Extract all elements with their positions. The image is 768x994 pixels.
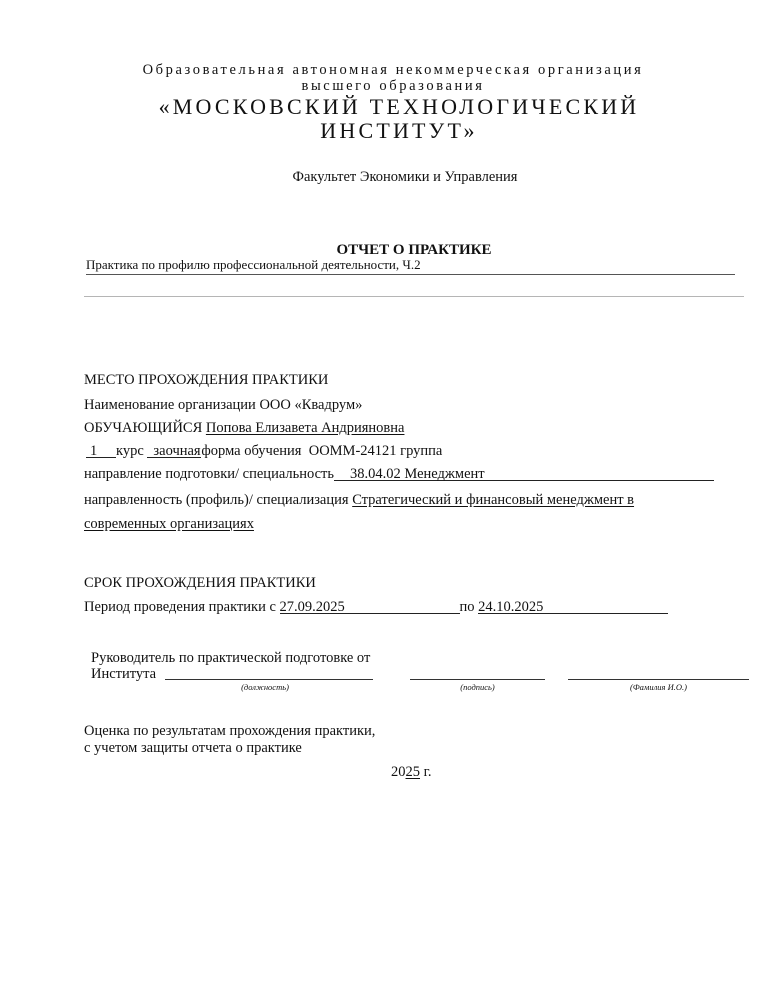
period-row bbox=[84, 599, 668, 616]
direction-value: 38.04.02 Менеджмент bbox=[350, 466, 485, 482]
position-caption: (должность) bbox=[241, 682, 289, 692]
profile-value-line2: современных организациях bbox=[84, 516, 254, 532]
student-name: Попова Елизавета Андрияновна bbox=[205, 420, 405, 436]
organization-label: Наименование организации bbox=[84, 397, 256, 413]
name-signature-line bbox=[568, 679, 749, 680]
course-label: курс bbox=[116, 443, 144, 459]
grade-line2: с учетом защиты отчета о практике bbox=[84, 740, 302, 756]
group-value: ООММ-24121 bbox=[308, 443, 397, 459]
group-label: группа bbox=[400, 443, 443, 459]
signature-line bbox=[410, 679, 545, 680]
practice-type: Практика по профилю профессиональной деятельности, Ч.2 bbox=[86, 257, 421, 272]
supervisor-line2: Института bbox=[91, 666, 157, 682]
period-label: Период проведения практики с bbox=[84, 599, 276, 615]
profile-row bbox=[84, 492, 634, 509]
start-date: 27.09.2025 bbox=[279, 599, 345, 615]
position-signature-line bbox=[165, 679, 373, 680]
organization-value: ООО «Квадрум» bbox=[259, 397, 363, 413]
course-field bbox=[86, 443, 116, 458]
org-level-line: высшего образования bbox=[301, 78, 485, 94]
supervisor-line1: Руководитель по практической подготовке от bbox=[91, 650, 371, 666]
year-row bbox=[391, 764, 432, 781]
blank-rule bbox=[84, 296, 744, 297]
form-value: заочная bbox=[153, 443, 201, 459]
direction-label: направление подготовки/ специальность bbox=[84, 466, 334, 482]
course-value: 1 bbox=[90, 443, 98, 459]
profile-label: направленность (профиль)/ специализация bbox=[84, 492, 349, 508]
period-to-label: по bbox=[459, 599, 475, 615]
student-label: ОБУЧАЮЩИЙСЯ bbox=[84, 420, 203, 436]
form-field bbox=[147, 443, 201, 458]
grade-line1: Оценка по результатам прохождения практики, bbox=[84, 723, 376, 739]
year-unit: г. bbox=[423, 764, 432, 780]
year-prefix: 20 bbox=[391, 764, 406, 780]
place-heading: МЕСТО ПРОХОЖДЕНИЯ ПРАКТИКИ bbox=[84, 372, 329, 388]
institute-name-line2: ИНСТИТУТ» bbox=[320, 118, 478, 143]
profile-value-line1: Стратегический и финансовый менеджмент в bbox=[352, 492, 635, 508]
year-suffix: 25 bbox=[405, 764, 420, 780]
form-label: форма обучения bbox=[201, 443, 302, 459]
period-heading: СРОК ПРОХОЖДЕНИЯ ПРАКТИКИ bbox=[84, 575, 316, 591]
start-date-field bbox=[280, 599, 460, 614]
faculty-name: Факультет Экономики и Управления bbox=[292, 169, 518, 185]
profile-row-continued bbox=[84, 516, 254, 533]
org-type-line: Образовательная автономная некоммерческая организация bbox=[142, 62, 644, 78]
end-date-field bbox=[478, 599, 668, 614]
organization-row bbox=[84, 397, 362, 414]
institute-name-line1: «МОСКОВСКИЙ ТЕХНОЛОГИЧЕСКИЙ bbox=[158, 94, 640, 119]
student-row bbox=[84, 420, 404, 437]
direction-row bbox=[84, 466, 714, 483]
direction-field bbox=[334, 466, 714, 481]
practice-type-underline bbox=[86, 274, 735, 275]
report-title: ОТЧЕТ О ПРАКТИКЕ bbox=[336, 242, 492, 258]
end-date: 24.10.2025 bbox=[478, 599, 544, 615]
course-row bbox=[86, 443, 442, 460]
signature-caption: (подпись) bbox=[460, 682, 495, 692]
name-caption: (Фамилия И.О.) bbox=[630, 682, 687, 692]
